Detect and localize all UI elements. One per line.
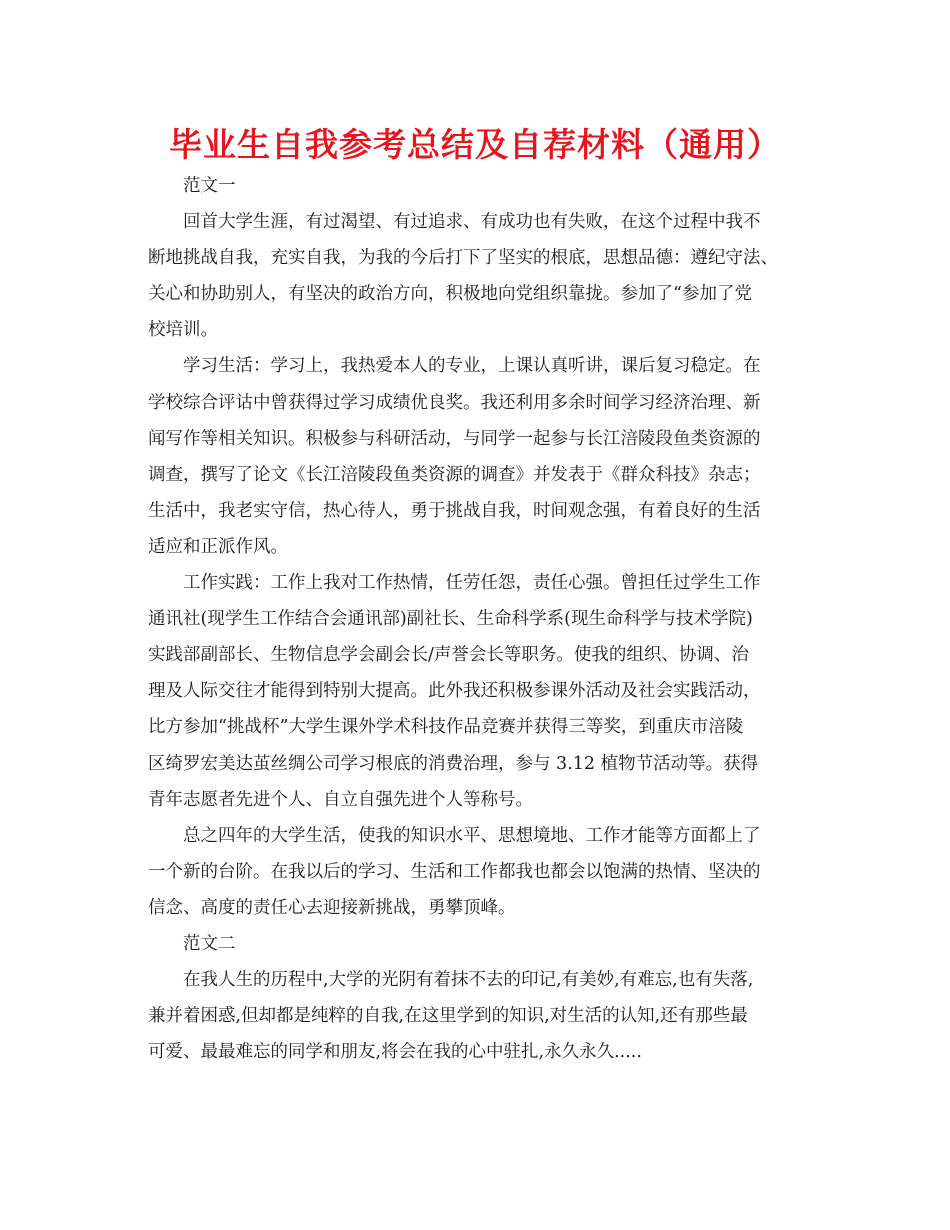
text-line: 理及人际交往才能得到特别大提高。此外我还积极参课外活动及社会实践活动， [148,681,761,702]
text-line: 总之四年的大学生活，使我的知识水平、思想境地、工作才能等方面都上了 [183,825,761,846]
text-line: 实践部副部长、生物信息学会副会长/声誉会长等职务。使我的组织、协调、治 [148,645,749,666]
text-line: 生活中，我老实守信，热心待人，勇于挑战自我，时间观念强，有着良好的生活 [148,500,761,521]
text-line: 工作实践：工作上我对工作热情，任劳任怨，责任心强。曾担任过学生工作 [183,573,761,594]
text-line: 范文一 [183,176,236,196]
text-line: 适应和正派作风。 [148,536,288,557]
text-line: 校培训。 [148,320,218,341]
text-line: 断地挑战自我，充实自我，为我的今后打下了坚实的根底，思想品德：遵纪守法、 [148,248,778,269]
text-line: 信念、高度的责任心去迎接新挑战，勇攀顶峰。 [148,897,516,918]
text-line: 比方参加“挑战杯”大学生课外学术科技作品竞赛并获得三等奖，到重庆市涪陵 [148,717,744,738]
text-line: 闻写作等相关知识。积极参与科研活动，与同学一起参与长江涪陵段鱼类资源的 [148,428,761,449]
text-line: 区绮罗宏美达茧丝绸公司学习根底的消费治理，参与 3.12 植物节活动等。获得 [148,753,759,774]
text-line: 兼并着困惑,但却都是纯粹的自我,在这里学到的知识,对生活的认知,还有那些最 [148,1006,748,1027]
text-line: 一个新的台阶。在我以后的学习、生活和工作都我也都会以饱满的热情、坚决的 [148,861,761,882]
text-line: 青年志愿者先进个人、自立自强先进个人等称号。 [148,789,533,810]
text-line: 可爱、最最难忘的同学和朋友,将会在我的心中驻扎,永久永久..... [148,1042,642,1063]
text-line: 回首大学生涯，有过渴望、有过追求、有成功也有失败，在这个过程中我不 [183,212,761,233]
document-title: 毕业生自我参考总结及自荐材料（通用） [169,125,781,164]
text-line: 范文二 [183,933,236,954]
text-line: 通讯社(现学生工作结合会通讯部)副社长、生命科学系(现生命科学与技术学院) [148,609,753,630]
text-line: 关心和协助别人，有坚决的政治方向，积极地向党组织靠拢。参加了“参加了党 [148,284,752,305]
document-body [148,168,818,1070]
text-line: 在我人生的历程中,大学的光阴有着抹不去的印记,有美妙,有难忘,也有失落, [183,970,754,991]
text-line: 学校综合评诂中曾获得过学习成绩优良奖。我还利用多余时间学习经济治理、新 [148,392,761,413]
text-line: 学习生活：学习上，我热爱本人的专业，上课认真听讲，课后复习稳定。在 [183,356,761,377]
text-line: 调查，撰写了论文《长江涪陵段鱼类资源的调查》并发表于《群众科技》杂志； [148,464,761,485]
